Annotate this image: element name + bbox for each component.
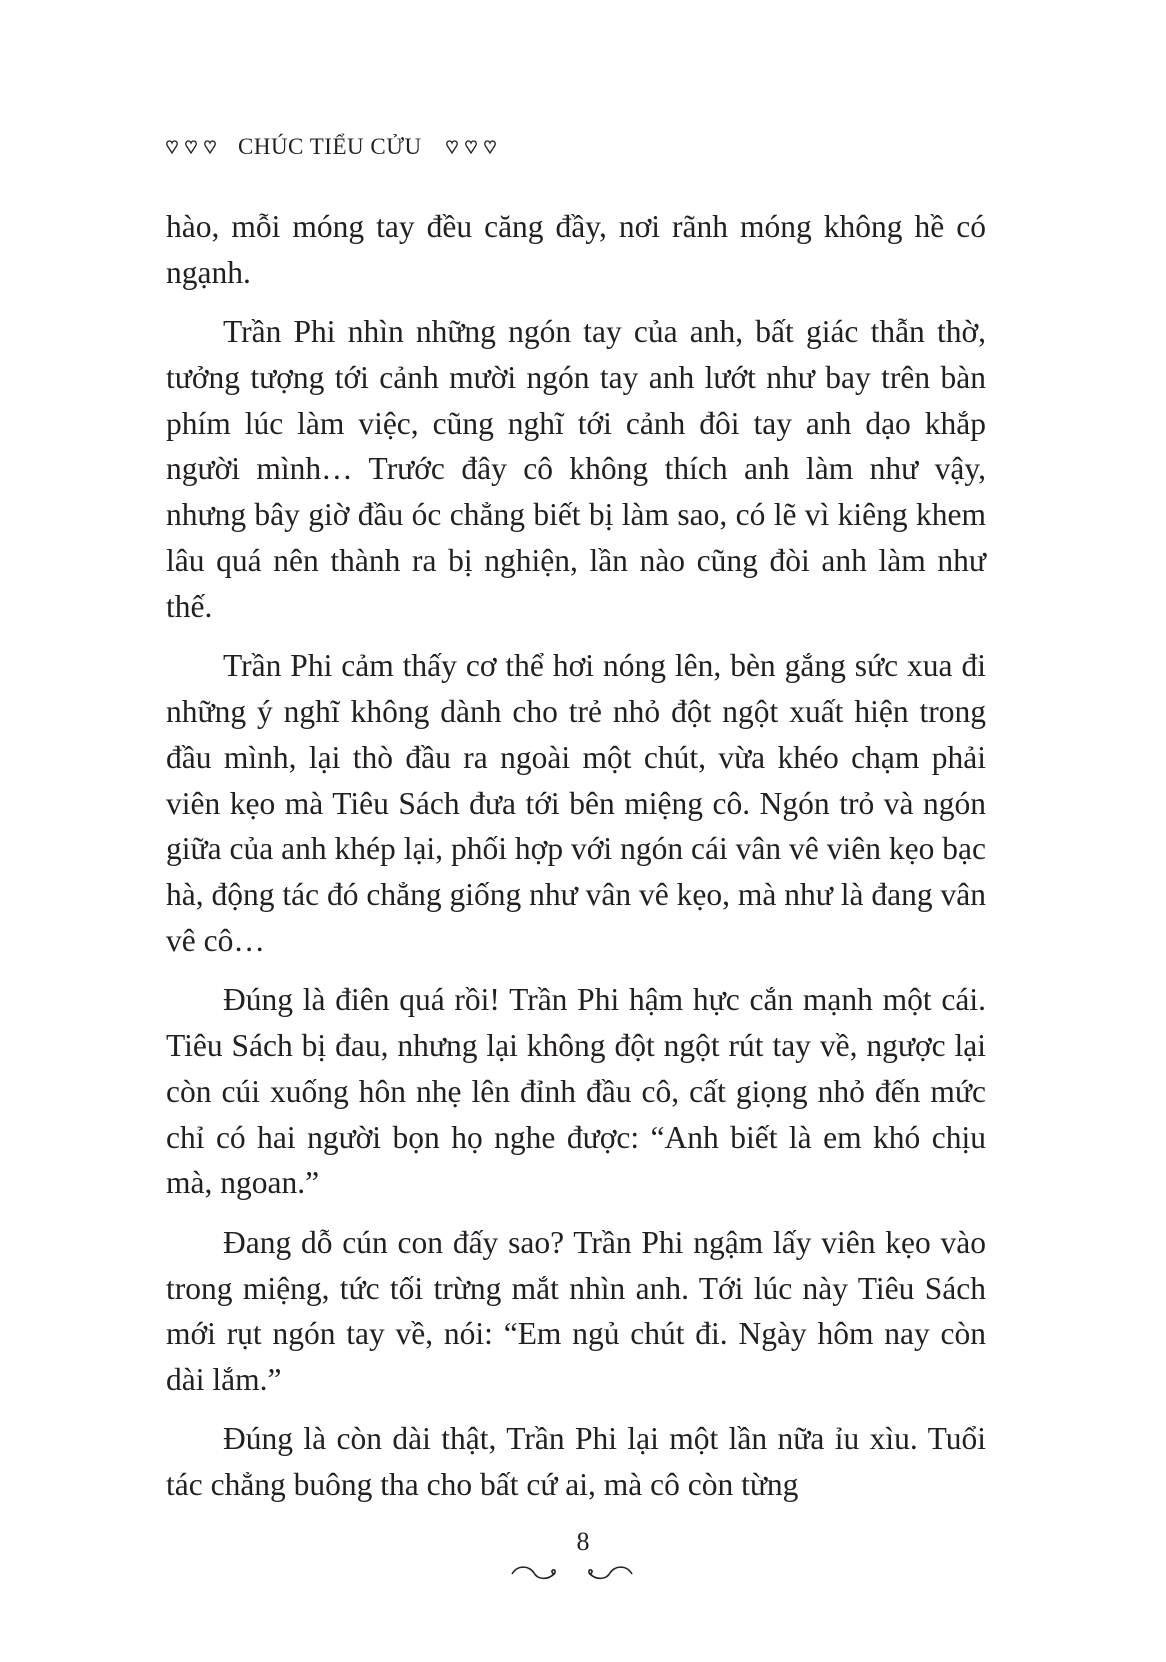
running-header-title: CHÚC TIỂU CỬU [238, 134, 422, 159]
paragraph: Đúng là điên quá rồi! Trần Phi hậm hực cắn mạnh một cái. Tiêu Sách bị đau, nhưng lại không đột ngột rút tay về, ngược lại còn cúi xuống hôn nhẹ lên đỉnh đầu cô, cất giọng nhỏ đến mức chỉ có hai người bọn họ nghe được: “Anh biết là em khó chịu mà, ngoan.” [166, 982, 986, 1201]
swirl-flourish-icon [508, 1560, 636, 1586]
page-number: 8 [576, 1527, 590, 1556]
paragraph: Đúng là còn dài thật, Trần Phi lại một lần nữa ỉu xìu. Tuổi tác chẳng buông tha cho bất cứ ai, mà cô còn từng [166, 1421, 986, 1503]
body-text [166, 204, 986, 1522]
header-ornament-left-icon [166, 140, 216, 154]
running-header [166, 132, 496, 162]
paragraph: hào, mỗi móng tay đều căng đầy, nơi rãnh móng không hề có ngạnh. [166, 209, 986, 290]
paragraph: Đang dỗ cún con đấy sao? Trần Phi ngậm lấy viên kẹo vào trong miệng, tức tối trừng mắt nhìn anh. Tới lúc này Tiêu Sách mới rụt ngón tay về, nói: “Em ngủ chút đi. Ngày hôm nay còn dài lắm.” [166, 1224, 986, 1398]
header-ornament-right-icon [446, 140, 496, 154]
paragraph: Trần Phi cảm thấy cơ thể hơi nóng lên, bèn gắng sức xua đi những ý nghĩ không dành cho trẻ nhỏ đột ngột xuất hiện trong đầu mình, lại thò đầu ra ngoài một chút, vừa khéo chạm phải viên kẹo mà Tiêu Sách đưa tới bên miệng cô. Ngón trỏ và ngón giữa của anh khép lại, phối hợp với ngón cái vân vê viên kẹo bạc hà, động tác đó chẳng giống như vân vê kẹo, mà như là đang vân vê cô… [166, 648, 986, 958]
paragraph: Trần Phi nhìn những ngón tay của anh, bất giác thẫn thờ, tưởng tượng tới cảnh mười ngón tay anh lướt như bay trên bàn phím lúc làm việc, cũng nghĩ tới cảnh đôi tay anh dạo khắp người mình… Trước đây cô không thích anh làm như vậy, nhưng bây giờ đầu óc chẳng biết bị làm sao, có lẽ vì kiêng khem lâu quá nên thành ra bị nghiện, lần nào cũng đòi anh làm như thế. [166, 314, 986, 624]
